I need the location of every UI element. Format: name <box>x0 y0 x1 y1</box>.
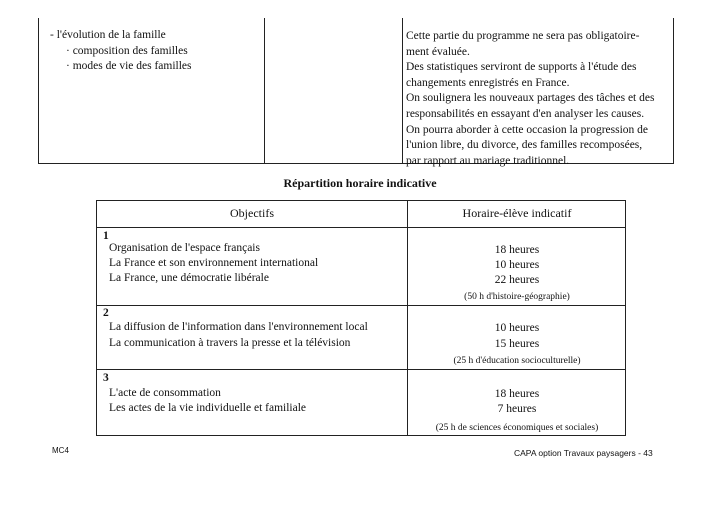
comment-line: Cette partie du programme ne sera pas obligatoire- <box>406 30 640 42</box>
header-divider <box>97 227 625 228</box>
comment-line: l'union libre, du divorce, des familles recomposées, <box>406 139 643 152</box>
schedule-table <box>96 200 626 436</box>
hours-value: 15 heures <box>494 338 540 350</box>
content-subitem: · composition des familles <box>66 44 188 57</box>
comment-line: changements enregistrés en France. <box>406 76 570 89</box>
content-item: - l'évolution de la famille <box>50 29 166 41</box>
objective-item: La communication à travers la presse et la télévision <box>109 337 351 349</box>
table-column-divider <box>402 18 403 164</box>
objective-item: La diffusion de l'information dans l'environnement local <box>109 321 368 333</box>
comment-line: ment évaluée. <box>406 45 470 58</box>
content-subitem: · modes de vie des familles <box>66 60 192 72</box>
comment-line: par rapport au mariage traditionnel. <box>406 154 570 167</box>
hours-subtotal: (25 h de sciences économiques et sociales) <box>435 423 599 433</box>
row-divider <box>97 369 625 370</box>
comment-line: Des statistiques serviront de supports à l'étude des <box>406 61 637 74</box>
comments-cell <box>406 29 676 169</box>
hours-value: 18 heures <box>494 388 540 400</box>
objective-item: Les actes de la vie individuelle et familiale <box>109 402 307 414</box>
objective-item: La France, une démocratie libérale <box>109 272 269 284</box>
row-divider <box>97 305 625 306</box>
section-number: 1 <box>103 230 109 242</box>
page-footer: CAPA option Travaux paysagers - 43 <box>514 448 653 458</box>
hours-value: 22 heures <box>494 274 540 286</box>
hours-subtotal: (25 h d'éducation socioculturelle) <box>453 356 581 366</box>
comment-line: On pourra aborder à cette occasion la progression de <box>406 123 649 136</box>
comment-line: On soulignera les nouveaux partages des tâches et des <box>406 92 655 105</box>
hours-value: 10 heures <box>494 259 540 271</box>
table-border-left <box>38 18 39 164</box>
table-column-divider <box>264 18 265 164</box>
content-cell <box>50 28 192 75</box>
hours-value: 7 heures <box>497 403 537 415</box>
footer-code: MC4 <box>52 446 69 455</box>
section-number: 3 <box>103 372 109 384</box>
objective-item: L'acte de consommation <box>109 387 221 399</box>
objective-item: La France et son environnement international <box>109 257 319 269</box>
section-title: Répartition horaire indicative <box>283 176 437 190</box>
header-hours: Horaire-élève indicatif <box>462 206 572 220</box>
objective-item: Organisation de l'espace français <box>109 242 260 254</box>
section-number: 2 <box>103 307 109 319</box>
hours-value: 10 heures <box>494 322 540 334</box>
hours-subtotal: (50 h d'histoire-géographie) <box>464 292 570 302</box>
comment-line: responsabilités en essayant d'en analyser les causes. <box>406 107 645 120</box>
header-objectives: Objectifs <box>230 206 274 220</box>
hours-value: 18 heures <box>494 244 540 256</box>
